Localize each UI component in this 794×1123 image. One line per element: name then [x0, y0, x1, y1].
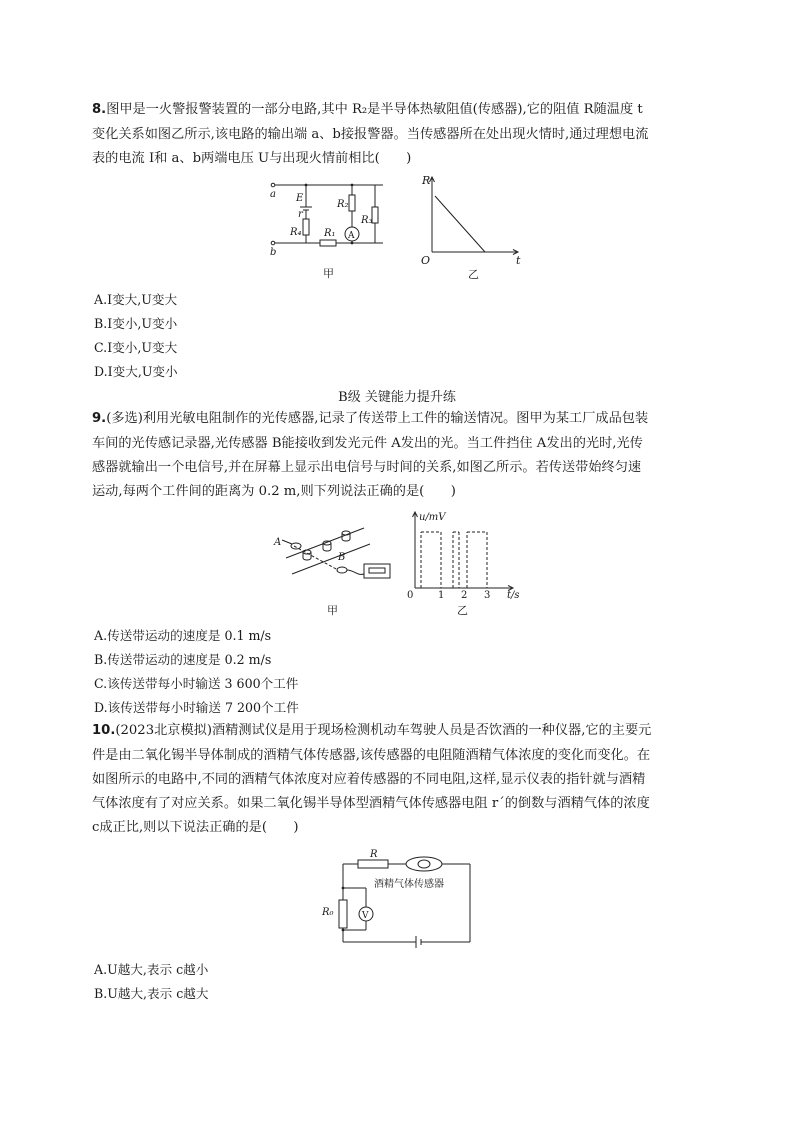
- q9-conveyor-figure: [272, 518, 397, 618]
- q8-rt-graph: [418, 172, 528, 282]
- q10-line2: 件是由二氧化锡半导体制成的酒精气体传感器,该传感器的电阻随酒精气体浓度的变化而变化。在: [92, 748, 651, 763]
- q8-line2: 变化关系如图乙所示,该电路的输出端 a、b接报警器。当传感器所在处出现火情时,通过理想电流: [92, 127, 649, 142]
- section-heading: B级 关键能力提升练: [338, 390, 456, 405]
- q8-option-c: C.I变小,U变大: [94, 340, 178, 355]
- q9-caption-jia: 甲: [327, 604, 338, 617]
- q9-option-b: B.传送带运动的速度是 0.2 m/s: [94, 652, 272, 667]
- q8-number: 8.: [92, 102, 107, 117]
- r4-label: R₄: [290, 227, 302, 238]
- tick-1: 1: [438, 590, 445, 601]
- graph-r-axis-label: R: [422, 174, 431, 187]
- q8-line3: 表的电流 I和 a、b两端电压 U与出现火情前相比( ): [92, 151, 412, 166]
- voltmeter-label: V: [362, 911, 369, 921]
- resistor-r-label: R: [370, 849, 378, 860]
- q9-line3: 感器就输出一个电信号,并在屏幕上显示出电信号与时间的关系,如图乙所示。若传送带始终匀速: [92, 460, 642, 475]
- q9-line2: 车间的光传感记录器,光传感器 B能接收到发光元件 A发出的光。当工件挡住 A发出的光时,光传: [92, 436, 643, 451]
- q10-option-a: A.U越大,表示 c越小: [94, 962, 209, 977]
- graph-t-axis-label: t: [516, 254, 521, 267]
- q9-option-c: C.该传送带每小时输送 3 600个工件: [94, 676, 299, 691]
- r3-label: R₃: [361, 215, 373, 226]
- r2-label: R₂: [337, 199, 349, 210]
- q8-circuit-figure: [265, 175, 395, 285]
- terminal-b-label: b: [270, 247, 277, 258]
- q9-signal-graph: [405, 508, 525, 620]
- ammeter-label: A: [348, 231, 355, 241]
- q9-line4: 运动,每两个工件间的距离为 0.2 m,则下列说法正确的是( ): [92, 484, 456, 499]
- emitter-a-label: A: [274, 537, 282, 548]
- resistor-r0-label: R₀: [322, 907, 334, 918]
- terminal-a-label: a: [270, 189, 276, 200]
- q9-caption-yi: 乙: [457, 604, 468, 617]
- q8-option-a: A.I变大,U变大: [94, 292, 178, 307]
- q10-line3: 如图所示的电路中,不同的酒精气体浓度对应着传感器的不同电阻,这样,显示仪表的指针就与酒精: [92, 772, 646, 787]
- r1-label: R₁: [324, 228, 336, 239]
- q8-caption-jia: 甲: [323, 267, 334, 280]
- q8-option-d: D.I变大,U变小: [94, 364, 178, 379]
- internal-r-label: r: [298, 209, 303, 220]
- graph-t-axis-label: t/s: [507, 590, 520, 601]
- graph-origin-label: O: [421, 254, 431, 267]
- q9-option-d: D.该传送带每小时输送 7 200个工件: [94, 700, 299, 715]
- q8-line1: 8.图甲是一火警报警装置的一部分电路,其中 R₂是半导体热敏阻值(传感器),它的阻值 R随温度 t: [92, 102, 643, 117]
- q10-circuit-figure: [318, 848, 478, 948]
- q10-number: 10.: [92, 723, 116, 738]
- q10-line1: 10.(2023北京模拟)酒精测试仪是用于现场检测机动车驾驶人员是否饮酒的一种仪器,它的主要元: [92, 723, 652, 738]
- sensor-b-label: B: [338, 552, 346, 563]
- tick-2: 2: [461, 590, 468, 601]
- q10-line5: c成正比,则以下说法正确的是( ): [92, 820, 299, 835]
- q8-option-b: B.I变小,U变小: [94, 316, 178, 331]
- sensor-label: 酒精气体传感器: [374, 879, 444, 890]
- tick-3: 3: [484, 590, 491, 601]
- graph-u-axis-label: u/mV: [419, 512, 446, 523]
- emf-label: E: [296, 193, 304, 204]
- q10-line4: 气体浓度有了对应关系。如果二氧化锡半导体型酒精气体传感器电阻 r´的倒数与酒精气体的浓度: [92, 796, 650, 811]
- q10-option-b: B.U越大,表示 c越大: [94, 986, 209, 1001]
- q9-line1: 9.(多选)利用光敏电阻制作的光传感器,记录了传送带上工件的输送情况。图甲为某工厂成品包装: [92, 411, 649, 426]
- q8-caption-yi: 乙: [468, 268, 479, 281]
- q9-number: 9.: [92, 411, 107, 426]
- q9-option-a: A.传送带运动的速度是 0.1 m/s: [94, 628, 272, 643]
- tick-0: 0: [407, 590, 414, 601]
